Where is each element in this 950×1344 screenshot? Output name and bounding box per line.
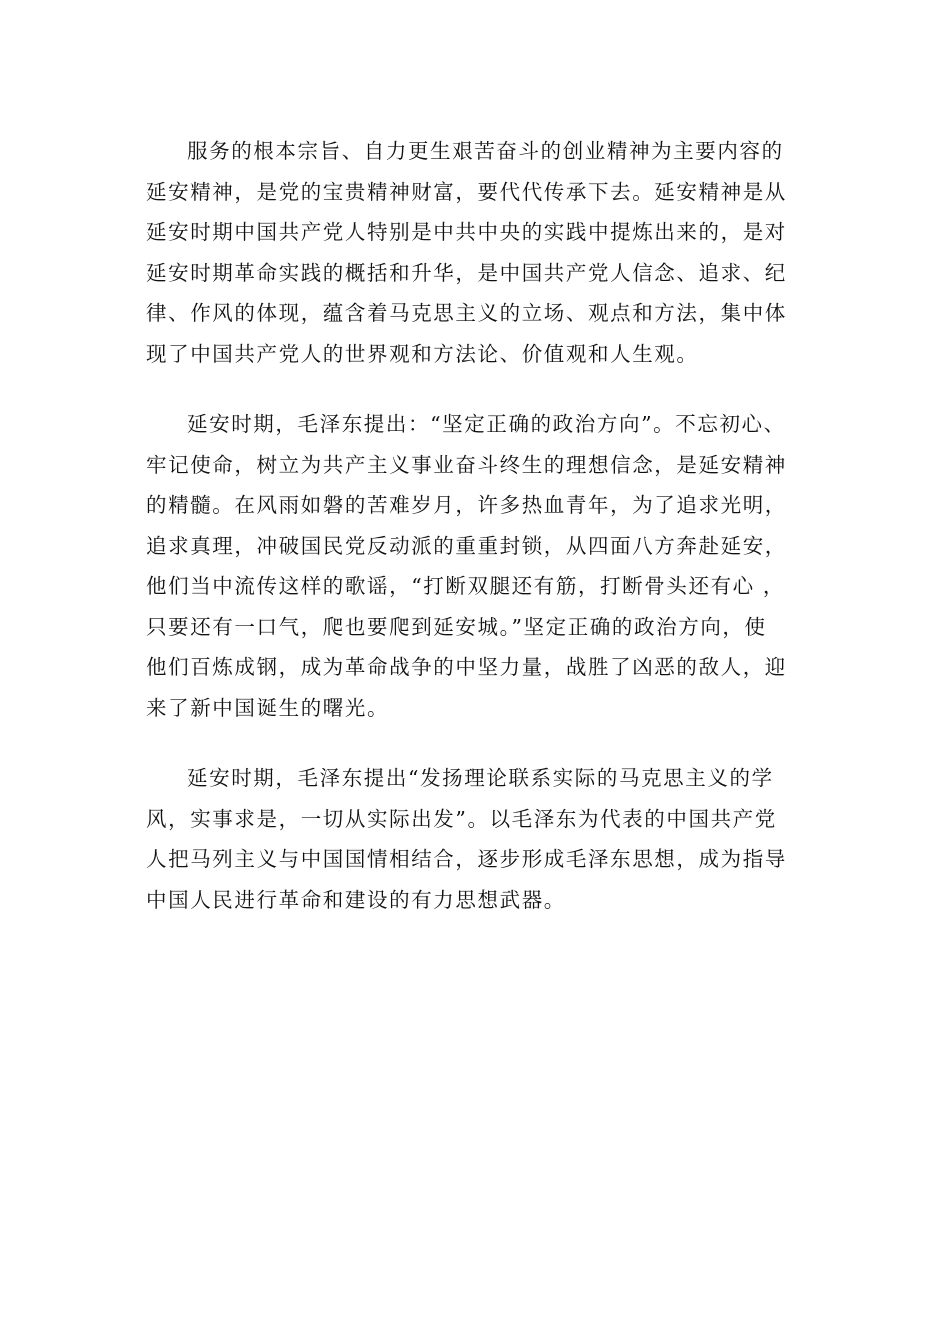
paragraph-line: 延安时期革命实践的概括和升华，是中国共产党人信念、追求、纪	[146, 260, 787, 285]
paragraph-yanan-spirit	[146, 131, 816, 374]
paragraph-line: 现了中国共产党人的世界观和方法论、价值观和人生观。	[146, 341, 699, 366]
paragraph-line: 律、作风的体现，蕴含着马克思主义的立场、观点和方法，集中体	[146, 301, 787, 325]
paragraph-line: 他们百炼成钢，成为革命战争的中坚力量，战胜了凶恶的敌人，迎	[146, 655, 787, 679]
paragraph-line: 他们当中流传这样的歌谣，“打断双腿还有筋，打断骨头还有心 ，	[146, 574, 785, 598]
paragraph-line: 延安时期中国共产党人特别是中共中央的实践中提炼出来的，是对	[146, 220, 787, 244]
paragraph-political-direction	[146, 404, 816, 728]
paragraph-line: 中国人民进行革命和建设的有力思想武器。	[146, 887, 566, 912]
paragraph-line: 服务的根本宗旨、自力更生艰苦奋斗的创业精神为主要内容的	[187, 139, 784, 163]
paragraph-line: 延安时期，毛泽东提出“发扬理论联系实际的马克思主义的学	[187, 766, 774, 790]
paragraph-line: 的精髓。在风雨如磐的苦难岁月，许多热血青年，为了追求光明，	[146, 493, 787, 517]
paragraph-line: 延安时期，毛泽东提出：“坚定正确的政治方向”。不忘初心、	[187, 412, 786, 436]
paragraph-line: 来了新中国诞生的曙光。	[146, 695, 390, 720]
paragraph-line: 只要还有一口气，爬也要爬到延安城。”坚定正确的政治方向，使	[146, 614, 767, 639]
paragraph-line: 延安精神，是党的宝贵精神财富，要代代传承下去。延安精神是从	[146, 179, 787, 204]
paragraph-line: 牢记使命，树立为共产主义事业奋斗终生的理想信念，是延安精神	[146, 452, 787, 477]
paragraph-line: 风，实事求是，一切从实际出发”。以毛泽东为代表的中国共产党	[146, 806, 777, 831]
document-body	[146, 131, 816, 950]
paragraph-study-style	[146, 758, 816, 920]
paragraph-line: 追求真理，冲破国民党反动派的重重封锁，从四面八方奔赴延安，	[146, 533, 787, 558]
paragraph-line: 人把马列主义与中国国情相结合，逐步形成毛泽东思想，成为指导	[146, 847, 787, 871]
